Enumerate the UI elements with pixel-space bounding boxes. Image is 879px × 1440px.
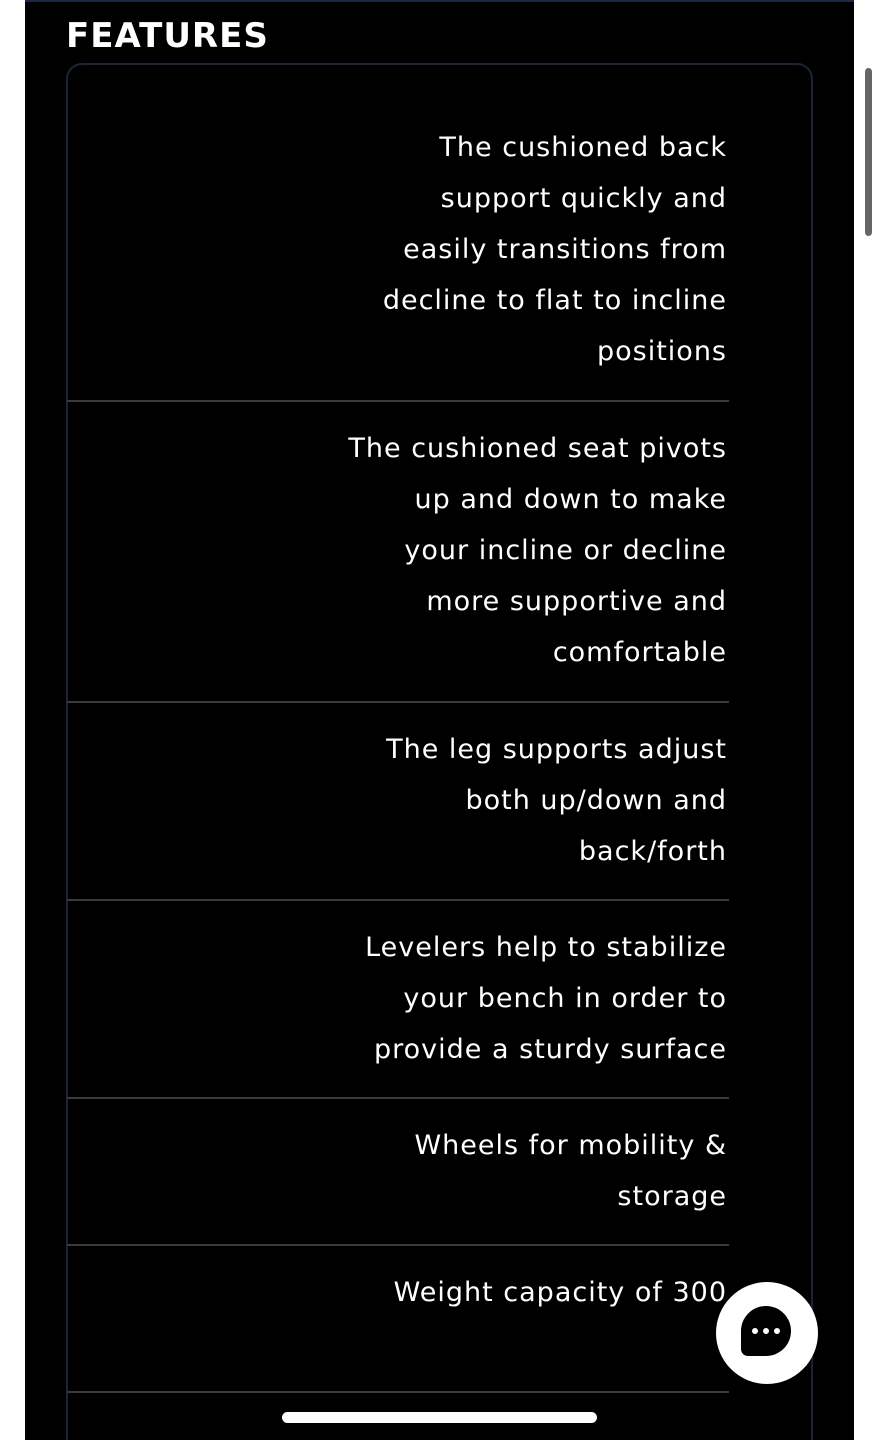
- product-features-page: [25, 0, 854, 1440]
- features-list: [67, 62, 729, 1393]
- feature-item-weight-capacity: [67, 1246, 729, 1393]
- feature-text: The leg supports adjust both up/down and back/forth: [386, 734, 727, 867]
- feature-text: The cushioned seat pivots up and down to make your incline or decline more supportive and comfortable: [348, 433, 727, 668]
- features-heading: FEATURES: [66, 16, 269, 56]
- feature-text: Weight capacity of 300: [393, 1277, 727, 1308]
- feature-item-levelers: [67, 901, 729, 1099]
- home-indicator[interactable]: [282, 1412, 597, 1423]
- feature-item-seat: [67, 402, 729, 703]
- feature-item-leg-supports: [67, 703, 729, 901]
- feature-text: Wheels for mobility & storage: [414, 1130, 727, 1212]
- scrollbar-thumb[interactable]: [865, 68, 872, 236]
- feature-text: The cushioned back support quickly and easily transitions from decline to flat to incline positions: [382, 132, 727, 367]
- feature-item-back-support: [67, 62, 729, 402]
- chat-bubble-icon: [741, 1306, 791, 1356]
- feature-text: Levelers help to stabilize your bench in order to provide a sturdy surface: [365, 932, 727, 1065]
- feature-item-wheels: [67, 1099, 729, 1246]
- chat-button[interactable]: [716, 1282, 818, 1384]
- scrollbar[interactable]: [863, 60, 873, 1360]
